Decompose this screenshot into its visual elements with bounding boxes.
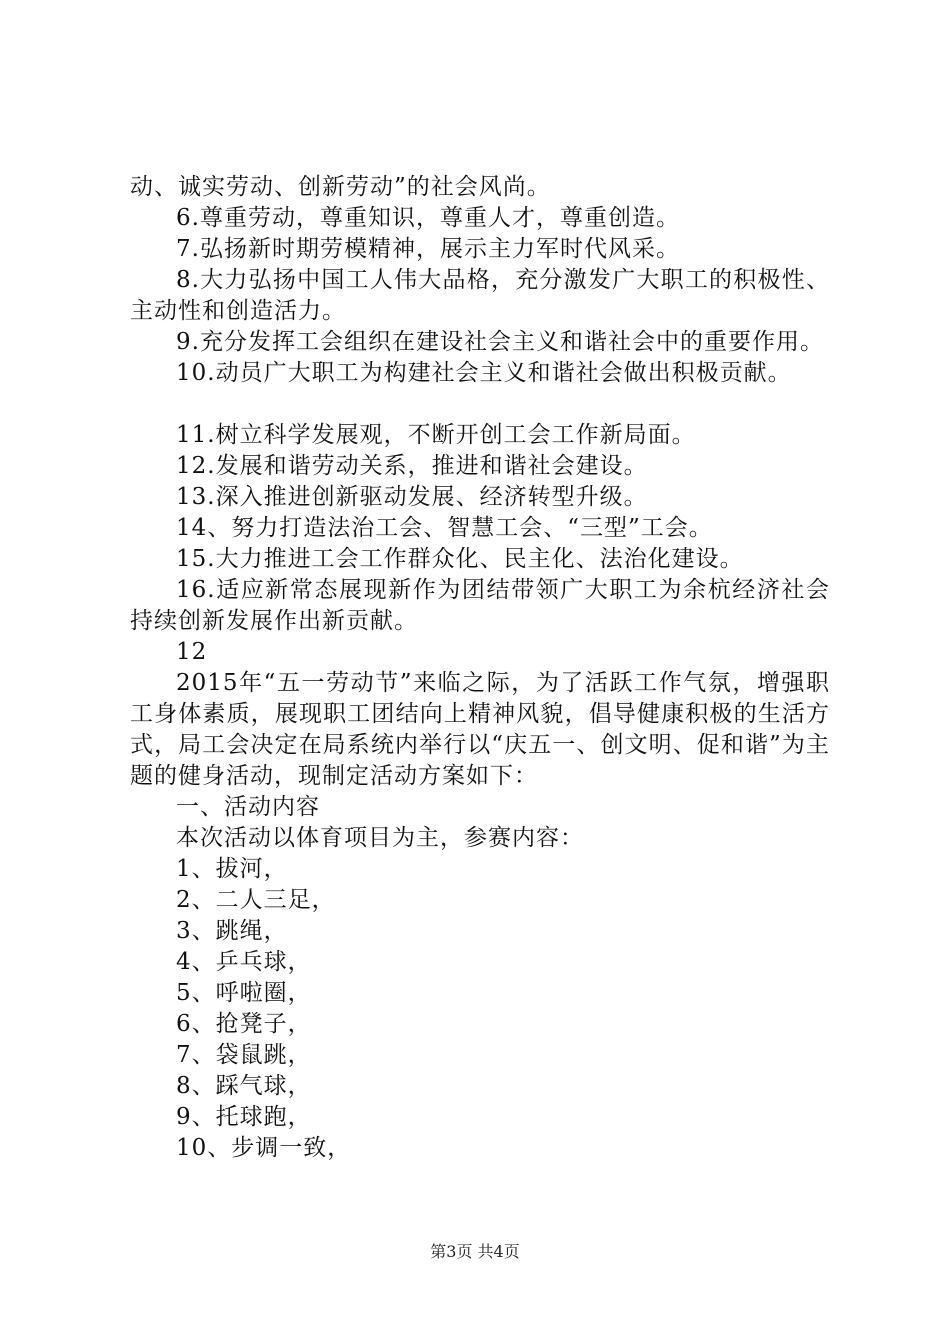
list-item: 8、踩气球， xyxy=(176,1073,312,1099)
paragraph-item-7: 7.弘扬新时期劳模精神，展示主力军时代风采。 xyxy=(176,236,680,262)
list-item: 5、呼啦圈， xyxy=(176,980,312,1006)
page-footer xyxy=(0,1242,950,1262)
paragraph-item-11: 11.树立科学发展观，不断开创工会工作新局面。 xyxy=(176,422,696,448)
page-number: 第3页 共4页 xyxy=(430,1242,520,1261)
paragraph-item-13: 13.深入推进创新驱动发展、经济转型升级。 xyxy=(176,484,648,510)
list-item: 7、袋鼠跳， xyxy=(176,1042,312,1068)
list-item: 1、拔河， xyxy=(176,856,288,882)
document-body xyxy=(130,172,830,1164)
list-item: 3、跳绳， xyxy=(176,918,288,944)
paragraph-continuation: 动、诚实劳动、创新劳动”的社会风尚。 xyxy=(130,174,551,200)
paragraph-item-16: 16.适应新常态展现新作为团结带领广大职工为余杭经济社会持续创新发展作出新贡献。 xyxy=(130,577,830,634)
paragraph-item-8: 8.大力弘扬中国工人伟大品格，充分激发广大职工的积极性、主动性和创造活力。 xyxy=(130,267,830,324)
paragraph-intro: 2015年“五一劳动节”来临之际，为了活跃工作气氛，增强职工身体素质，展现职工团结向上精神风貌，倡导健康积极的生活方式，局工会决定在局系统内举行以“庆五一、创文明、促和谐”为主题的健身活动，现制定活动方案如下： xyxy=(130,670,830,789)
list-item: 6、抢凳子， xyxy=(176,1011,312,1037)
paragraph-item-9: 9.充分发挥工会组织在建设社会主义和谐社会中的重要作用。 xyxy=(176,329,824,355)
list-item: 10、步调一致， xyxy=(176,1135,352,1161)
list-item: 4、乒乓球， xyxy=(176,949,312,975)
paragraph-item-15: 15.大力推进工会工作群众化、民主化、法治化建设。 xyxy=(176,546,744,572)
paragraph-item-12: 12.发展和谐劳动关系，推进和谐社会建设。 xyxy=(176,453,648,479)
blank-line xyxy=(130,389,830,420)
list-item: 2、二人三足， xyxy=(176,887,336,913)
paragraph-number-12: 12 xyxy=(176,639,208,665)
paragraph-item-14: 14、努力打造法治工会、智慧工会、“三型”工会。 xyxy=(176,515,713,541)
paragraph-activity-summary: 本次活动以体育项目为主，参赛内容： xyxy=(176,825,584,851)
paragraph-item-10: 10.动员广大职工为构建社会主义和谐社会做出积极贡献。 xyxy=(176,360,792,386)
paragraph-item-6: 6.尊重劳动，尊重知识，尊重人才，尊重创造。 xyxy=(176,205,680,231)
list-item: 9、托球跑， xyxy=(176,1104,312,1130)
section-heading: 一、活动内容 xyxy=(176,794,320,820)
